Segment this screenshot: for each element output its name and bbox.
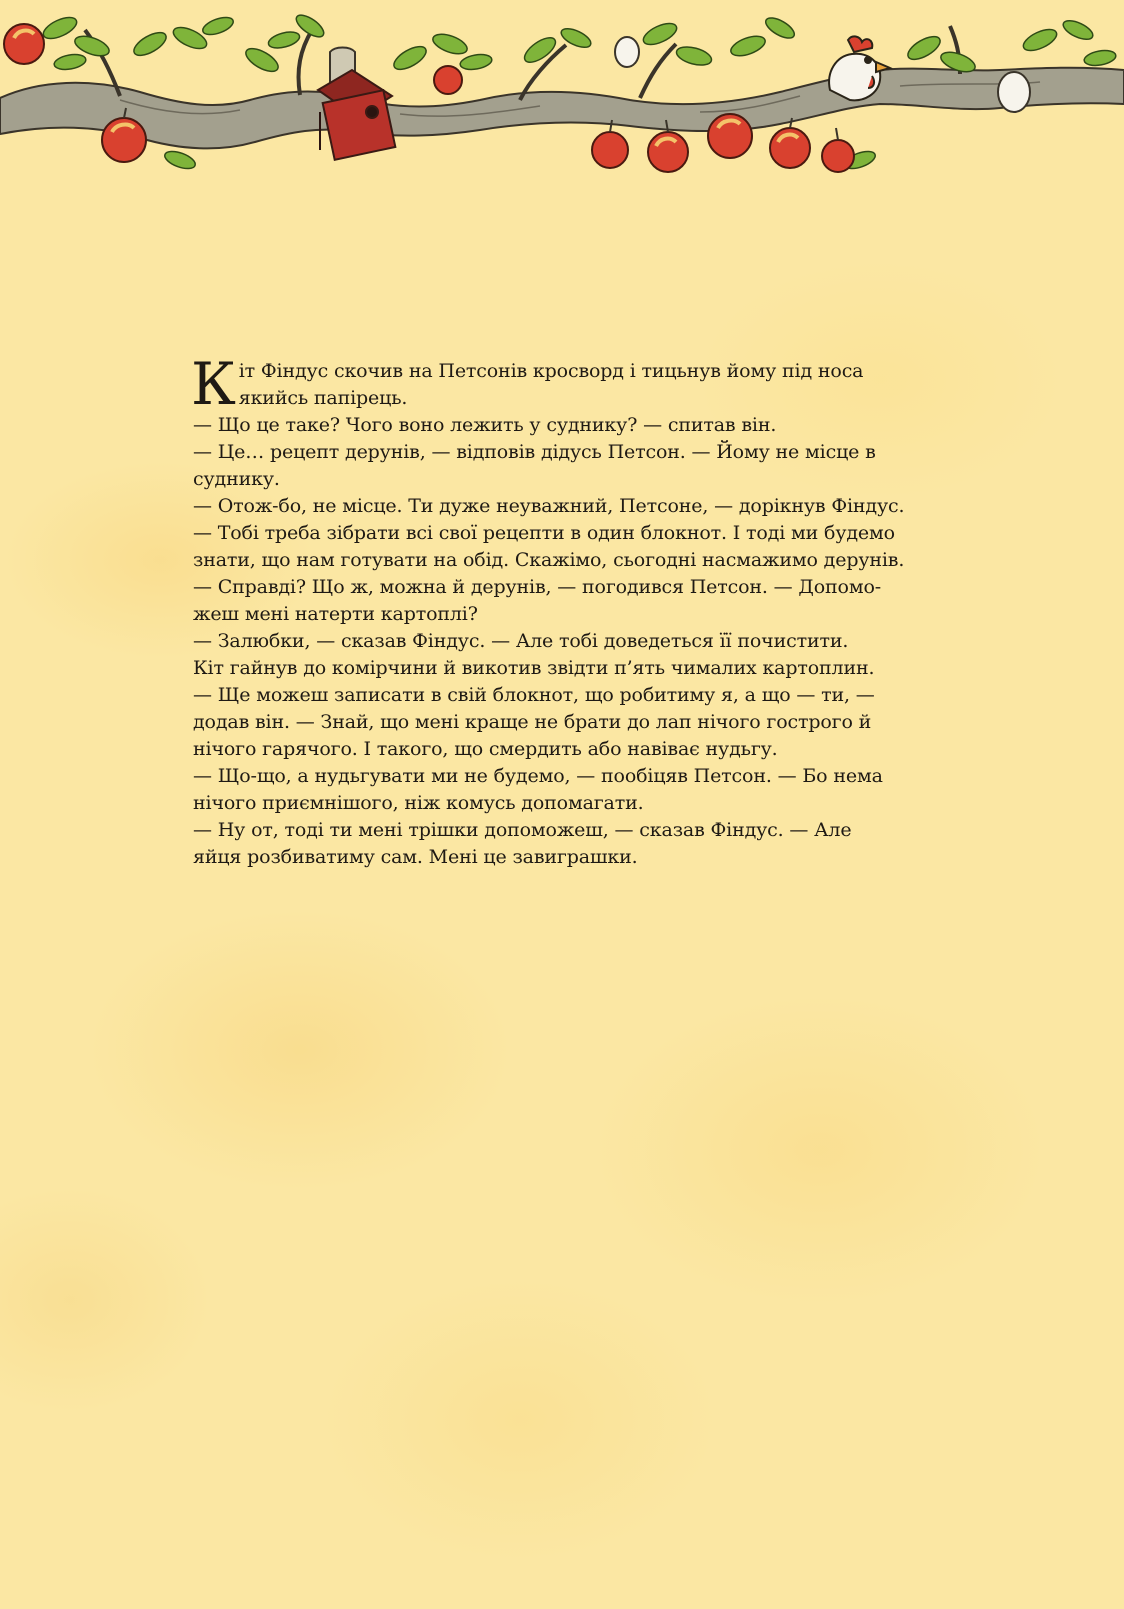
story-paragraph: — Це… рецепт дерунів, — відповів дідусь Петсон. — Йому не місце в суднику. (193, 441, 876, 490)
story-text (191, 350, 905, 871)
drop-cap: К (191, 350, 236, 418)
story-paragraph: — Ну от, тоді ти мені трішки допоможеш, — сказав Фіндус. — Але яйця розбиватиму сам. Мені це завиграшки. (193, 819, 852, 868)
story-paragraph: — Справді? Що ж, можна й дерунів, — погодився Петсон. — Допоможеш мені натерти картоплі? (193, 576, 882, 625)
story-paragraph: — Залюбки, — сказав Фіндус. — Але тобі доведеться її почистити. (193, 630, 849, 652)
branch-icon (0, 26, 1124, 148)
story-paragraph: — Ще можеш записати в свій блокнот, що робитиму я, а що — ти, — додав він. — Знай, що мені краще не брати до лап нічого гострого й нічого гарячого. І такого, що смердить або навіває нудьгу. (193, 684, 875, 760)
birdhouse-icon (318, 70, 395, 160)
opening-paragraph (191, 350, 905, 418)
story-paragraph: — Що-що, а нудьгувати ми не будемо, — пообіцяв Петсон. — Бо нема нічого приємнішого, ніж комусь допомагати. (193, 765, 883, 814)
story-paragraph: — Що це таке? Чого воно лежить у суднику? — спитав він. (193, 414, 777, 436)
story-paragraph: — Отож-бо, не місце. Ти дуже неуважний, Петсоне, — дорікнув Фіндус. — Тобі треба зібрати всі свої рецепти в один блокнот. І тоді ми будемо знати, що нам готувати на обід. Скажімо, сьогодні насмажимо дерунів. (193, 495, 905, 571)
apple-branch-illustration (0, 0, 1124, 190)
story-paragraph: Кіт гайнув до комірчини й викотив звідти п’ять чималих картоплин. (193, 657, 875, 679)
opening-text: іт Фіндус скочив на Петсонів кросворд і тицьнув йому під носа якийсь папірець. (238, 360, 864, 409)
